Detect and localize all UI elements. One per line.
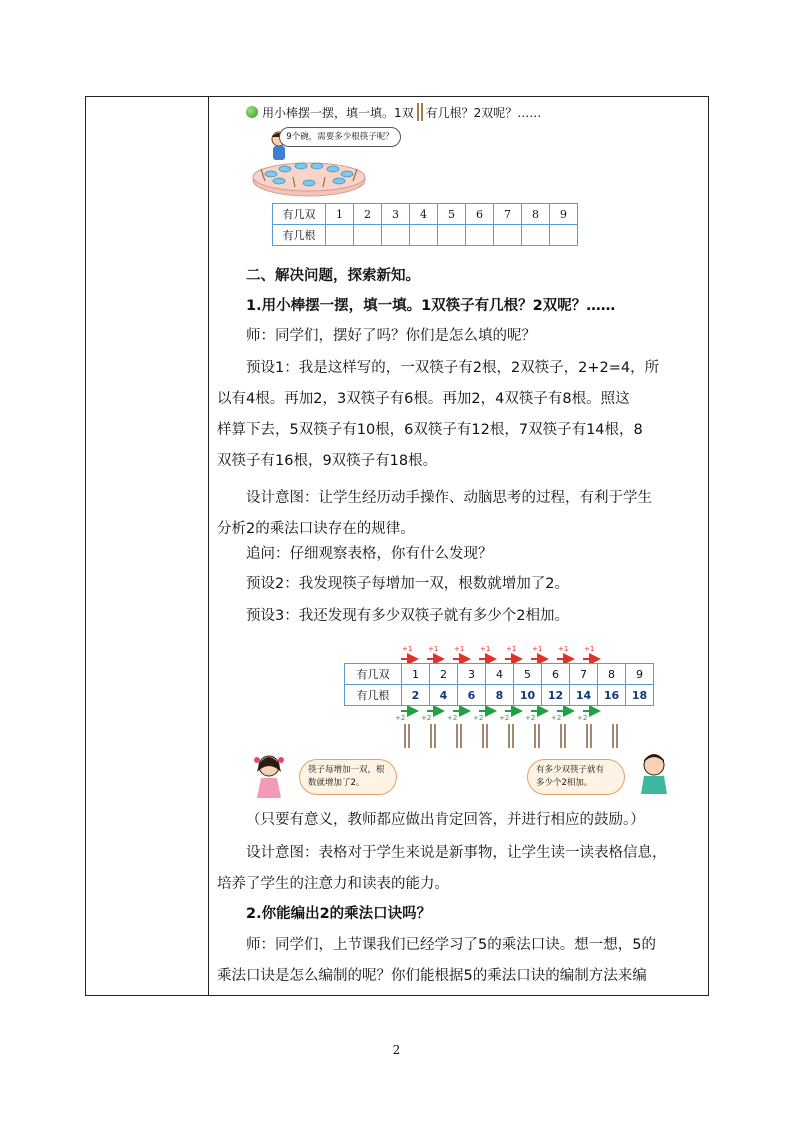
speech-bubble: 9个碗，需要多少根筷子呢？ [279,127,401,147]
preset-1-line-3: 样算下去，5双筷子有10根，6双筷子有12根，7双筷子有14根，8 [217,422,643,438]
preset-1-line-1: 预设1：我是这样写的，一双筷子有2根，2双筷子，2+2=4，所 [246,360,660,376]
preset-1-line-4: 双筷子有16根，9双筷子有18根。 [217,453,438,469]
teacher-line-2-2: 乘法口诀是怎么编制的呢？你们能根据5的乘法口诀的编制方法来编 [217,968,647,984]
intent-2-line-2: 培养了学生的注意力和读表的能力。 [217,876,449,892]
lesson-table [85,96,709,996]
row-label-sticks-2: 有几根 [345,685,402,706]
section-heading: 二、解决问题，探索新知。 [246,268,420,284]
chopsticks-icon [417,103,423,121]
followup-question: 追问：仔细观察表格，你有什么发现？ [246,546,493,562]
intent-1-line-1: 设计意图：让学生经历动手操作、动脑思考的过程，有利于学生 [246,490,652,506]
chopsticks-row-illustration [399,722,639,750]
teacher-line-2-1: 师：同学们，上节课我们已经学习了5的乘法口诀。想一想，5的 [246,937,656,953]
figure1-title: 用小棒摆一摆，填一填。1双 有几根？2双呢？…… [246,103,541,121]
question-2: 2.你能编出2的乘法口诀吗？ [246,906,432,922]
green-dot-icon [246,106,258,118]
boy-illustration [634,752,674,797]
intent-2-line-1: 设计意图：表格对于学生来说是新事物，让学生读一读表格信息， [246,845,667,861]
speech-bubble-left: 筷子每增加一双，根 数就增加了2。 [299,759,397,795]
speech-bubble-right: 有多少双筷子就有 多少个2相加。 [527,759,625,795]
girl-illustration [249,752,289,802]
question-1: 1.用小棒摆一摆，填一填。1双筷子有几根？2双呢？…… [246,298,616,314]
content-cell: 用小棒摆一摆，填一填。1双 有几根？2双呢？…… 9个碗，需要多少根筷子呢？ 有几双 1 2 3 4 5 6 7 8 9 有几根 二、解决问题，探索新知。 1.用小棒摆一摆，填一填。1双筷子有几根？2双呢？…… 师：同学们，摆好了吗？你们是怎么填的呢？ 预设1：我是这样写的，一双筷子有2根，2双筷子，2+2=4，所 以有4根。再加2，3双筷子有6根。再加2，4双筷子有8根。照这 样算下去，5双筷子有10根，6双筷子有12根，7双筷子有14根，8 双筷子有16根，9双筷子有18根。 设计意图：让学生经历动手操作、动脑思考的过程，有利于学生 分析2的乘法口诀存在的规律。 追问：仔细观察表格，你有什么发现？ 预设2：我发现筷子每增加一双，根数就增加了2。 预设3：我还发现有多少双筷子就有多少个2相加。 +1 +1 +1 +1 +1 +1 +1 +1 有几双 1 2 3 4 5 6 7 8 9 有几根 2 4 6 8 10 12 14 16 18 +2 +2 +2 +2 +2 +2 +2 +2 筷子每增加一双，根 数就增加了2。 有多少双筷子就有 多少个2相加。 （只要有意义，教师都应做出肯定回答，并进行相应的鼓励。） 设计意图：表格对于学生来说是新事物，让学生读一读表格信息， 培养了学生的注意力和读表的能力。 2.你能编出2的乘法口诀吗？ 师：同学们，上节课我们已经学习了5的乘法口诀。想一想，5的 乘法口诀是怎么编制的呢？你们能根据5的乘法口诀的编制方法来编 [209,97,708,995]
figure1-table: 有几双 1 2 3 4 5 6 7 8 9 有几根 [272,203,578,246]
row-label-sticks: 有几根 [273,225,326,246]
preset-1-line-2: 以有4根。再加2，3双筷子有6根。再加2，4双筷子有8根。照这 [217,391,630,407]
encourage-note: （只要有意义，教师都应做出肯定回答，并进行相应的鼓励。） [246,812,645,828]
page-number: 2 [392,1043,401,1057]
teacher-line-1: 师：同学们，摆好了吗？你们是怎么填的呢？ [246,328,536,344]
row-label-pairs-2: 有几双 [345,664,402,685]
preset-3: 预设3：我还发现有多少双筷子就有多少个2相加。 [246,608,569,624]
preset-2: 预设2：我发现筷子每增加一双，根数就增加了2。 [246,576,569,592]
figure2-table: 有几双 1 2 3 4 5 6 7 8 9 有几根 2 4 6 8 10 12 14 16 18 [344,663,654,706]
intent-1-line-2: 分析2的乘法口诀存在的规律。 [217,521,415,537]
row-label-pairs: 有几双 [273,204,326,225]
